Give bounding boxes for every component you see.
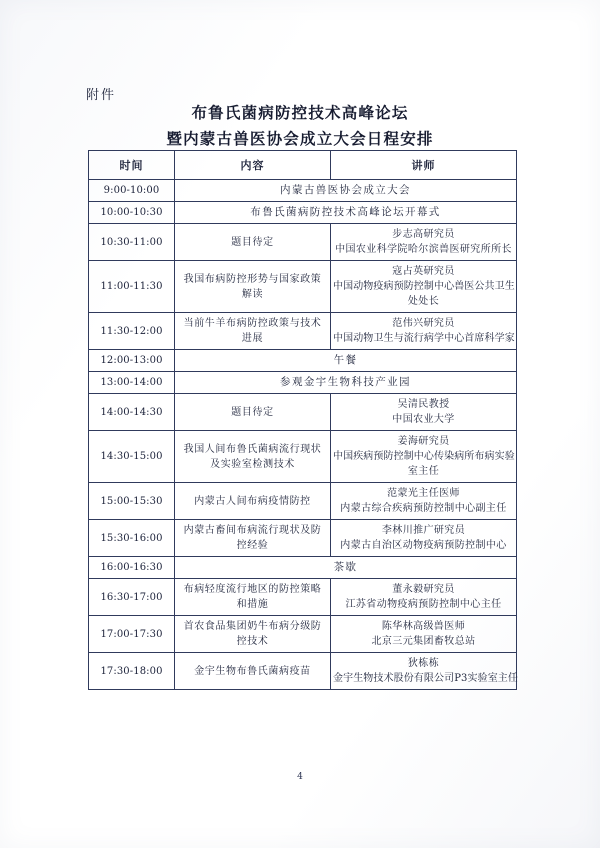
topic-line: 及实验室检测技术 xyxy=(210,458,295,470)
speaker-line: 范伟兴研究员 xyxy=(392,318,455,329)
speaker-line: 中国农业大学 xyxy=(392,414,455,425)
cell-speaker xyxy=(331,224,517,261)
speaker-line: 中国动物卫生与流行病学中心首席科学家 xyxy=(333,333,515,344)
speaker-line: 范蒙光主任医师 xyxy=(387,488,460,499)
topic-line: 和措施 xyxy=(236,599,269,610)
cell-topic xyxy=(175,653,331,690)
topic-line: 首农食品集团奶牛布病分级防 xyxy=(183,621,322,632)
cell-session-full-width: 参观金宇生物科技产业园 xyxy=(175,372,517,394)
cell-time: 15:00-15:30 xyxy=(89,483,175,520)
speaker-line: 吴清民教授 xyxy=(397,399,450,410)
column-header-topic: 内容 xyxy=(175,151,331,180)
topic-line: 金宇生物布鲁氏菌病疫苗 xyxy=(194,665,311,677)
cell-time: 11:00-11:30 xyxy=(89,261,175,313)
table-row xyxy=(89,372,517,394)
topic-line: 布病轻度流行地区的防控策略 xyxy=(183,584,322,595)
table-header-row xyxy=(89,151,517,180)
table-row xyxy=(89,202,517,224)
cell-time: 15:30-16:00 xyxy=(89,520,175,557)
cell-topic xyxy=(175,261,331,313)
speaker-line: 江苏省动物疫病预防控制中心主任 xyxy=(345,599,502,610)
cell-speaker xyxy=(331,261,517,313)
cell-topic xyxy=(175,394,331,431)
topic-line: 题目待定 xyxy=(231,236,274,248)
cell-topic xyxy=(175,579,331,616)
table-row xyxy=(89,180,517,202)
cell-time: 10:00-10:30 xyxy=(89,202,175,224)
speaker-line: 中国动物疫病预防控制中心兽医公共卫生 xyxy=(333,281,515,292)
cell-time: 12:00-13:00 xyxy=(89,350,175,372)
document-title xyxy=(0,100,600,152)
table-row xyxy=(89,431,517,483)
agenda-table xyxy=(88,150,517,690)
cell-speaker xyxy=(331,394,517,431)
speaker-line: 寇占英研究员 xyxy=(392,266,455,277)
cell-topic xyxy=(175,313,331,350)
cell-time: 14:30-15:00 xyxy=(89,431,175,483)
topic-line: 题目待定 xyxy=(231,406,274,418)
title-line-2: 暨内蒙古兽医协会成立大会日程安排 xyxy=(166,129,434,148)
cell-time: 13:00-14:00 xyxy=(89,372,175,394)
speaker-line: 中国疾病预防控制中心传染病所布病实验 xyxy=(333,451,515,462)
speaker-line: 金宇生物技术股份有限公司P3实验室主任 xyxy=(333,673,518,684)
topic-line: 当前牛羊布病防控政策与技术 xyxy=(183,318,322,329)
topic-line: 我国布病防控形势与国家政策 xyxy=(183,273,322,285)
topic-line: 内蒙古畜间布病流行现状及防 xyxy=(183,525,322,536)
cell-time: 17:30-18:00 xyxy=(89,653,175,690)
cell-time: 9:00-10:00 xyxy=(89,180,175,202)
cell-time: 11:30-12:00 xyxy=(89,313,175,350)
topic-line: 控经验 xyxy=(236,540,269,551)
speaker-line: 陈华林高级兽医师 xyxy=(381,621,466,632)
cell-speaker xyxy=(331,483,517,520)
cell-topic xyxy=(175,224,331,261)
column-header-time: 时间 xyxy=(89,151,175,180)
table-row xyxy=(89,557,517,579)
speaker-line: 李林川推广研究员 xyxy=(381,525,466,536)
cell-speaker xyxy=(331,579,517,616)
speaker-line: 内蒙古自治区动物疫病预防控制中心 xyxy=(340,540,507,551)
speaker-line: 狄栋栋 xyxy=(407,658,440,669)
speaker-line: 步志高研究员 xyxy=(392,229,455,240)
title-line-1: 布鲁氏菌病防控技术高峰论坛 xyxy=(191,103,409,122)
cell-topic xyxy=(175,520,331,557)
cell-session-full-width: 布鲁氏菌病防控技术高峰论坛开幕式 xyxy=(175,202,517,224)
topic-line: 我国人间布鲁氏菌病流行现状 xyxy=(183,443,322,455)
cell-time: 14:00-14:30 xyxy=(89,394,175,431)
cell-speaker xyxy=(331,616,517,653)
cell-time: 10:30-11:00 xyxy=(89,224,175,261)
speaker-line: 北京三元集团畜牧总站 xyxy=(371,636,476,647)
cell-speaker xyxy=(331,520,517,557)
speaker-line: 室主任 xyxy=(407,466,440,477)
table-row xyxy=(89,616,517,653)
table-row xyxy=(89,224,517,261)
table-row xyxy=(89,653,517,690)
cell-session-full-width: 午餐 xyxy=(175,350,517,372)
cell-time: 16:30-17:00 xyxy=(89,579,175,616)
table-row xyxy=(89,579,517,616)
cell-topic xyxy=(175,483,331,520)
speaker-line: 中国农业科学院哈尔滨兽医研究所所长 xyxy=(335,244,512,255)
speaker-line: 内蒙古综合疾病预防控制中心副主任 xyxy=(340,503,507,514)
cell-speaker xyxy=(331,431,517,483)
page-number: 4 xyxy=(297,772,303,782)
topic-line: 控技术 xyxy=(236,636,269,647)
cell-speaker xyxy=(331,653,517,690)
cell-topic xyxy=(175,431,331,483)
topic-line: 解读 xyxy=(241,288,264,300)
agenda-table-head xyxy=(89,151,517,180)
topic-line: 内蒙古人间布病疫情防控 xyxy=(194,495,311,507)
table-row xyxy=(89,350,517,372)
cell-session-full-width: 茶歇 xyxy=(175,557,517,579)
table-row xyxy=(89,483,517,520)
table-row xyxy=(89,313,517,350)
cell-time: 16:00-16:30 xyxy=(89,557,175,579)
speaker-line: 处处长 xyxy=(407,296,440,307)
topic-line: 进展 xyxy=(241,333,264,344)
cell-speaker xyxy=(331,313,517,350)
table-row xyxy=(89,394,517,431)
table-row xyxy=(89,520,517,557)
table-row xyxy=(89,261,517,313)
column-header-speaker: 讲师 xyxy=(331,151,517,180)
attachment-label: 附件 xyxy=(86,88,117,103)
speaker-line: 姜海研究员 xyxy=(397,436,450,447)
cell-session-full-width: 内蒙古兽医协会成立大会 xyxy=(175,180,517,202)
agenda-table-body xyxy=(89,180,517,690)
cell-time: 17:00-17:30 xyxy=(89,616,175,653)
speaker-line: 董永毅研究员 xyxy=(392,584,455,595)
cell-topic xyxy=(175,616,331,653)
